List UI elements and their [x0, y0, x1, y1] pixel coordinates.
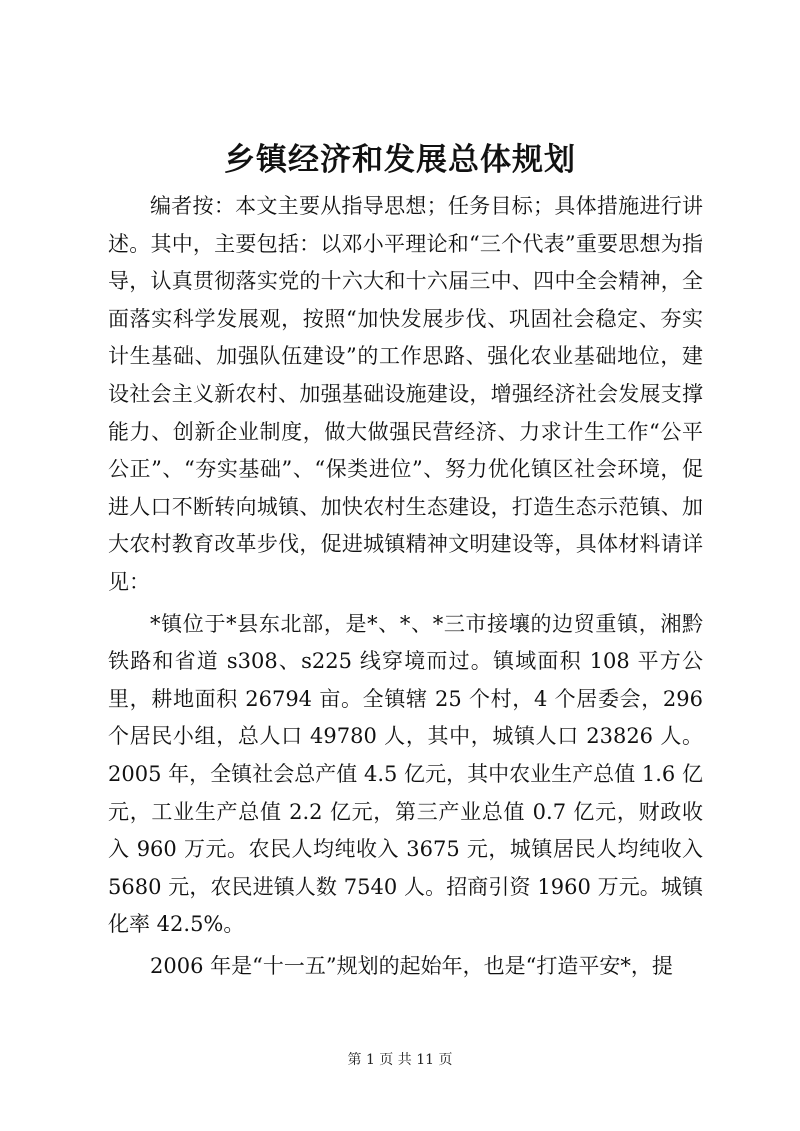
editor-note-paragraph: 编者按：本文主要从指导思想；任务目标；具体措施进行讲述。其中，主要包括：以邓小平理论和“三个代表”重要思想为指导，认真贯彻落实党的十六大和十六届三中、四中全会精神，全面落实科学发展观，按照“加快发展步伐、巩固社会稳定、夯实计生基础、加强队伍建设”的工作思路、强化农业基础地位，建设社会主义新农村、加强基础设施建设，增强经济社会发展支撑能力、创新企业制度，做大做强民营经济、力求计生工作“公平公正”、“夯实基础”、“保类进位”、努力优化镇区社会环境，促进人口不断转向城镇、加快农村生态建设，打造生态示范镇、加大农村教育改革步伐，促进城镇精神文明建设等，具体材料请详见：	[108, 194, 703, 594]
document-title: 乡镇经济和发展总体规划	[224, 142, 576, 178]
town-overview-paragraph: *镇位于*县东北部，是*、*、*三市接壤的边贸重镇，湘黔铁路和省道 s308、s225 线穿境而过。镇域面积 108 平方公里，耕地面积 26794 亩。全镇辖 25 个村，4 个居委会，296 个居民小组，总人口 49780 人，其中，城镇人口 23826 人。2005 年，全镇社会总产值 4.5 亿元，其中农业生产总值 1.6 亿元，工业生产总值 2.2 亿元，第三产业总值 0.7 亿元，财政收入 960 万元。农民人均纯收入 3675 元，城镇居民人均纯收入 5680 元，农民进镇人数 7540 人。招商引资 1960 万元。城镇化率 42.5%。	[108, 611, 703, 937]
page-number-footer: 第 1 页 共 11 页	[347, 1052, 453, 1068]
document-body	[108, 188, 703, 985]
plan-2006-paragraph: 2006 年是“十一五”规划的起始年，也是“打造平安*，提	[150, 953, 673, 978]
